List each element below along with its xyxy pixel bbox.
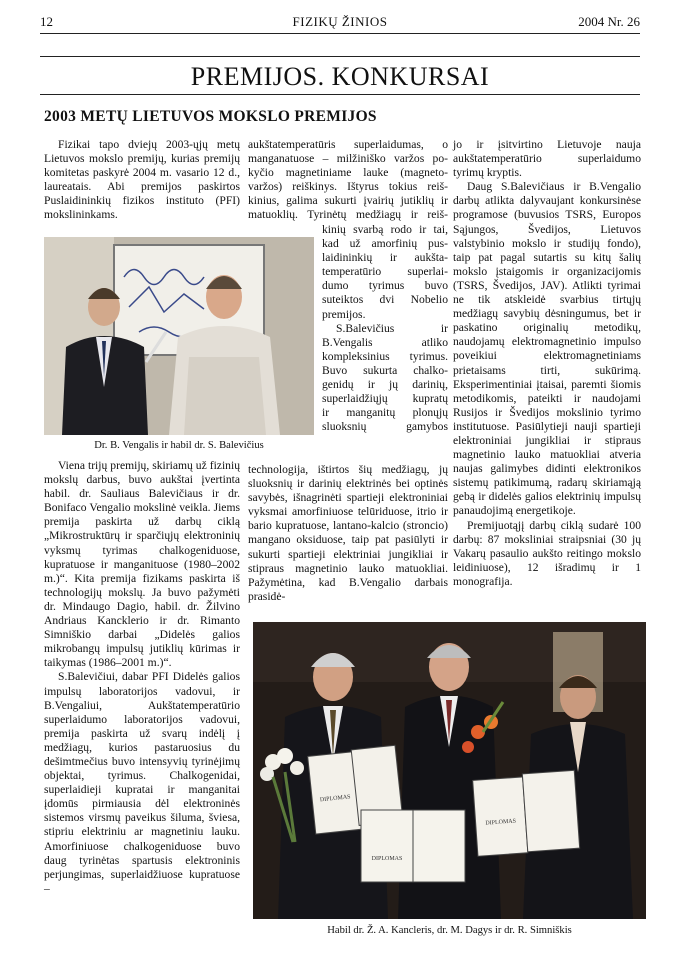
text-line: dumo tyrimus buvo (322, 279, 448, 293)
col3-body (453, 138, 641, 589)
text-line: kinių svarbą rodo ir tai, (322, 223, 448, 236)
section-rule-bottom (40, 94, 640, 95)
text-line: kompleksinius tyrimus. (322, 349, 448, 363)
text-line: kad už amorfinių pus- (322, 237, 448, 251)
issue-number: 2004 Nr. 26 (578, 14, 640, 29)
paragraph: jo ir įsitvirtino Lietuvoje nauja aukštatemperatūrio superlaidumo tyrimų kryptis. (453, 138, 641, 180)
text-line: manganatuose – milžiniško varžos po- (248, 152, 448, 166)
text-line: ir manganitų plonųjų (322, 406, 448, 420)
award-ceremony-photo (253, 622, 646, 919)
text-line: genidų ir jų darinių, (322, 378, 448, 392)
photo1-caption: Dr. B. Vengalis ir habil dr. S. Balevičius (94, 440, 264, 451)
text-line: laidininkių ir aukšta- (322, 251, 448, 265)
section-title: PREMIJOS. KONKURSAI (190, 62, 490, 91)
col2-body (248, 463, 448, 604)
text-line: premijos. (322, 307, 366, 321)
text-line: Buvo sukurta chalko- (322, 363, 448, 377)
diploma-label-3: DIPLOMAS (485, 818, 517, 827)
text-line: sluoksnių gamybos (322, 420, 448, 434)
paragraph: Fizikai tapo dviejų 2003-ųjų metų Lietuvos mokslo premijų, kurias premijų komitetas paskyrė 2004 m. vasario 12 d., laureatais. Abi premijos paskirtos Puslaidininkių fizikos instituto (PFI) mokslininkams. (44, 138, 240, 222)
col2-narrow (322, 223, 448, 434)
col1-intro (44, 138, 240, 223)
laureates-photo-image (44, 237, 314, 435)
header-rule (40, 33, 640, 34)
page-number: 12 (40, 14, 53, 29)
col1-body (44, 459, 240, 896)
text-line: S.Balevičius ir (336, 321, 448, 335)
text-line: suteiktos dvi Nobelio (322, 293, 448, 307)
photo2-caption: Habil dr. Ž. A. Kancleris, dr. M. Dagys ir dr. R. Simniškis (327, 925, 572, 936)
text-line: kinius, galima sukurti įvairių jutiklių ir (248, 194, 448, 208)
journal-name: FIZIKŲ ŽINIOS (292, 14, 388, 29)
text-line: varžos) reiškinys. Ištyrus tokius reiš- (248, 180, 448, 194)
text-line: aukštatemperatūris superlaidumas, o (248, 138, 448, 151)
text-line: B.Vengalis atliko (322, 335, 448, 349)
paragraph: technologija, ištirtos šių medžiagų, jų sluoksnių ir darinių elektrinės bei optinės savybės, išnagrinėti spartieji elektroniniai vyksmai amorfiniuose telūriduose, itrio ir bario kupratuose, lantano-kalcio (stroncio) mangano oksiduose, taip pat pasiūlyti ir sukurti spartieji elektriniai jungikliai ir stipraus magnetinio lauko matuokliai. Pažymėtina, kad B.Vengalio darbais prasidė- (248, 463, 448, 603)
article-title: 2003 METŲ LIETUVOS MOKSLO PREMIJOS (44, 108, 377, 125)
paragraph: Viena trijų premijų, skiriamų už fizinių mokslų darbus, buvo aukštai įvertinta habil. dr. Sauliaus Balevičiaus ir dr. Bonifaco Vengalio mokslinė veikla. Jiems premija paskirta už darbų ciklą „Mikrostruktūrų ir sparčiųjų elektroninių vyksmų tyrimas chalkogeniduose, kupratuose ir manganituose (1980–2002 m.)“. Kita premija fizikams paskirta iš technologijų mokslų. Ja buvo pažymėti dr. Mindaugo Dagio, habil. dr. Žilvino Andriaus Kancklerio ir dr. Rimanto Simniškio darbai „Didelės galios mikrobangų impulsų jutiklių kūrimas ir taikymas (1986–2001 m.)“. (44, 459, 240, 670)
col2-top (248, 138, 448, 223)
diploma-label-2: DIPLOMAS (371, 856, 403, 862)
paragraph: Premijuotąjį darbų ciklą sudarė 100 darbų: 87 moksliniai straipsniai (30 jų Vakarų pasaulio aukšto reitingo mokslo leidiniuose), 12 išradimų ir 1 monografija. (453, 518, 641, 588)
paragraph: Daug S.Balevičiaus ir B.Vengalio darbų atlikta dalyvaujant konkursinėse programose (buvusios TSRS, Europos Sąjungos, Švedijos, Lietuvos valstybinio mokslo ir studijų fondo), taip pat pagal sutartis su kitų šalių mokslo įstaigomis ir organizacijomis (TSRS, Švedijos, JAV). Atlikti tyrimai ne tik atskleidė svarbius tirtųjų medžiagų savybių dėsningumus, bet ir paskatino originalių metodikų, naudojamų elektromagnetinio impulso poveikiui elektromagnetiniams prietaisams tirti, sukūrimą. Eksperimentiniai įtaisai, paremti šiomis metodikomis, pateikti ir naudojami Rusijos ir Švedijos mokslinio tyrimo institutuose. Pasiūlytieji nauji spartieji elektroniniai jungikliai ir stipraus magnetinio lauko matuokliai atveria naujas galimybes didinti elektronikos sistemų patikimumą, radarų skiriamąją gebą ir didelės galios elektrinių impulsų panaudojimą energetikoje. (453, 180, 641, 518)
text-line: kyčio magnetiniame lauke (magneto- (248, 166, 448, 180)
paragraph: S.Balevičiui, dabar PFI Didelės galios impulsų laboratorijos vadovui, ir B.Vengaliui, Aukštatemperatūrio superlaidumo laboratorijos vadovui, premija paskirta už svarų indėlį į medžiagų, kurios pastaruosius du dešimtmečius buvo intensyvių tyrinėjimų objektai, tyrimus. Chalkogenidai, superlaidieji kupratai ir manganitai įdomūs pirmiausia dėl elektroninės sistemos virsmų paveikus šiluma, šviesa, stipriu elektriniu ar magnetiniu lauku. Amorfiniuose chalkogeniduose buvo daug tyrinėtas spartusis elektroninis perjungimas, superlaidžiuose kupratuose – (44, 670, 240, 895)
diploma-label-1: DIPLOMAS (319, 794, 351, 804)
award-ceremony-photo-image (253, 622, 646, 919)
text-line: matuoklių. Tyrinėtų medžiagų ir reiš- (248, 208, 448, 222)
section-rule-top (40, 56, 640, 57)
text-line: temperatūrio superlai- (322, 265, 448, 279)
laureates-photo (44, 237, 314, 435)
text-line: superlaidžiųjų kupratų (322, 392, 448, 406)
